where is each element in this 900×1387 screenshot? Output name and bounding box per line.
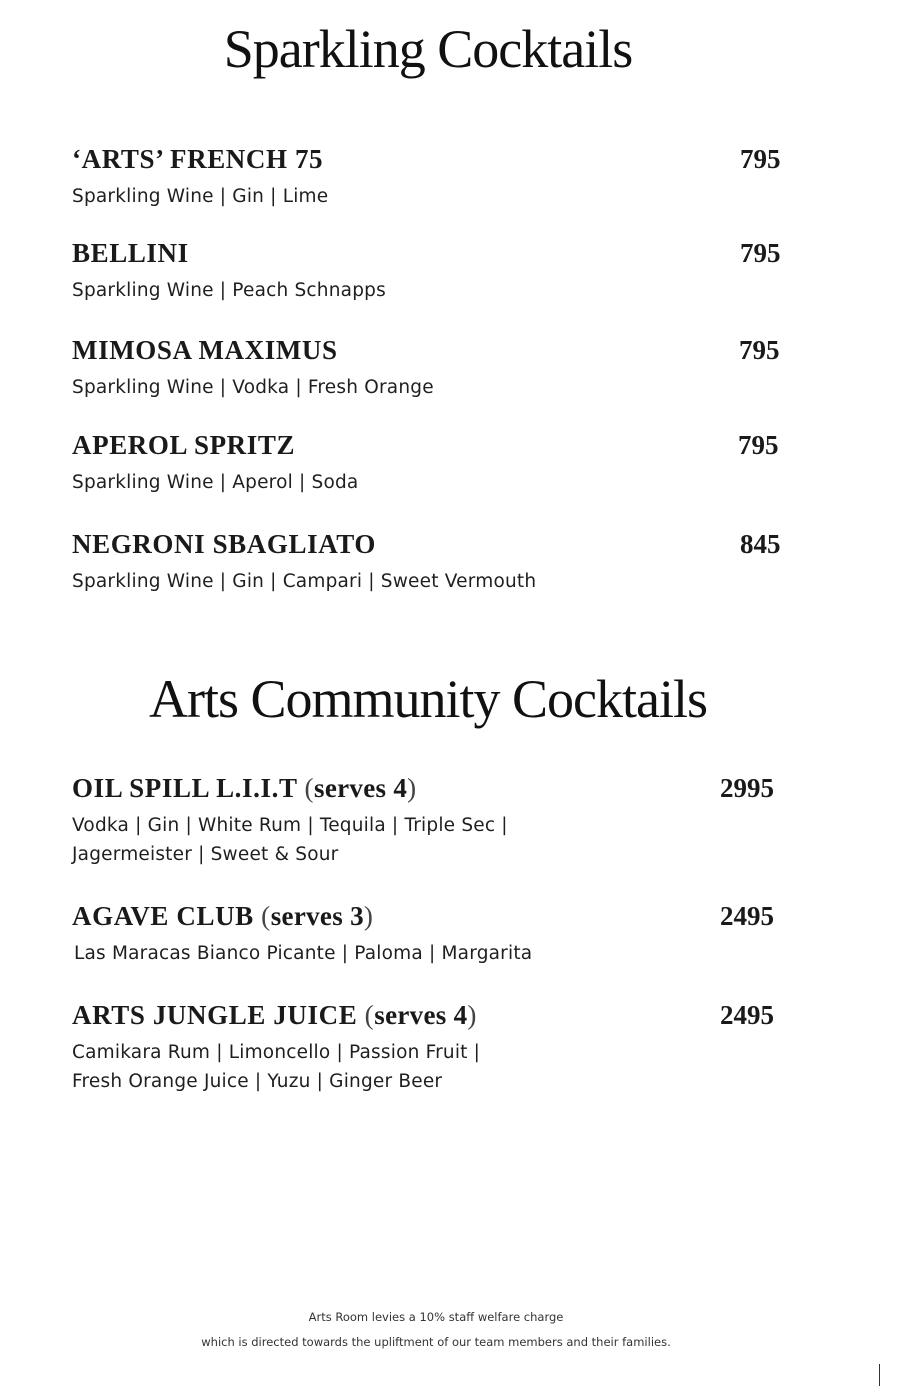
item-serves: serves 4 [314, 773, 408, 803]
item-description-line: Fresh Orange Juice | Yuzu | Ginger Beer [72, 1071, 443, 1092]
item-description: Sparkling Wine | Gin | Campari | Sweet Vermouth [72, 571, 537, 592]
item-price: 2995 [720, 773, 774, 803]
item-serves: serves 3 [270, 901, 364, 931]
menu-item-arts-french-75 [72, 146, 792, 211]
footer-note-line-2: which is directed towards the upliftment of our team members and their families. [201, 1335, 671, 1349]
item-description: Sparkling Wine | Gin | Lime [72, 186, 329, 207]
menu-item-arts-jungle-juice [72, 1002, 792, 1096]
item-serves: serves 4 [374, 1000, 468, 1030]
item-description [72, 1038, 792, 1096]
footer-note-line-1: Arts Room levies a 10% staff welfare charge [308, 1310, 564, 1324]
item-price: 795 [740, 144, 781, 174]
item-description: Sparkling Wine | Peach Schnapps [72, 280, 386, 301]
item-description: Sparkling Wine | Vodka | Fresh Orange [72, 377, 434, 398]
item-price: 795 [740, 238, 781, 268]
item-name: OIL SPILL L.I.I.T [72, 773, 298, 803]
item-name: ARTS JUNGLE JUICE [72, 1000, 358, 1030]
item-description-line: Jagermeister | Sweet & Sour [72, 844, 339, 865]
item-name: MIMOSA MAXIMUS [72, 335, 338, 365]
item-price: 845 [740, 529, 781, 559]
item-price: 795 [739, 335, 780, 365]
menu-item-negroni-sbagliato [72, 531, 792, 596]
item-description-line: Camikara Rum | Limoncello | Passion Fruit | [72, 1042, 481, 1063]
item-name-row: AGAVE CLUB (serves 3) [72, 901, 374, 931]
section-title-sparkling-cocktails: Sparkling Cocktails [223, 19, 633, 79]
item-description [72, 811, 792, 869]
section-title-arts-community-cocktails: Arts Community Cocktails [148, 669, 707, 729]
item-description: Sparkling Wine | Aperol | Soda [72, 472, 359, 493]
item-price: 795 [738, 430, 779, 460]
page-edge-divider [879, 1364, 880, 1386]
menu-item-agave-club [72, 903, 792, 968]
item-name-row: OIL SPILL L.I.I.T (serves 4) [72, 773, 417, 803]
item-description-line: Vodka | Gin | White Rum | Tequila | Triple Sec | [72, 815, 508, 836]
menu-item-aperol-spritz [72, 432, 792, 497]
item-price: 2495 [720, 1000, 774, 1030]
menu-item-bellini [72, 240, 792, 305]
menu-item-oil-spill [72, 775, 792, 869]
item-price: 2495 [720, 901, 774, 931]
item-name: APEROL SPRITZ [72, 430, 296, 460]
item-name: ‘ARTS’ FRENCH 75 [72, 144, 324, 174]
item-description: Las Maracas Bianco Picante | Paloma | Margarita [74, 943, 533, 964]
item-name: BELLINI [72, 238, 189, 268]
item-name-row: ARTS JUNGLE JUICE (serves 4) [72, 1000, 477, 1030]
item-name: AGAVE CLUB [72, 901, 254, 931]
item-name: NEGRONI SBAGLIATO [72, 529, 377, 559]
menu-item-mimosa-maximus [72, 337, 792, 402]
